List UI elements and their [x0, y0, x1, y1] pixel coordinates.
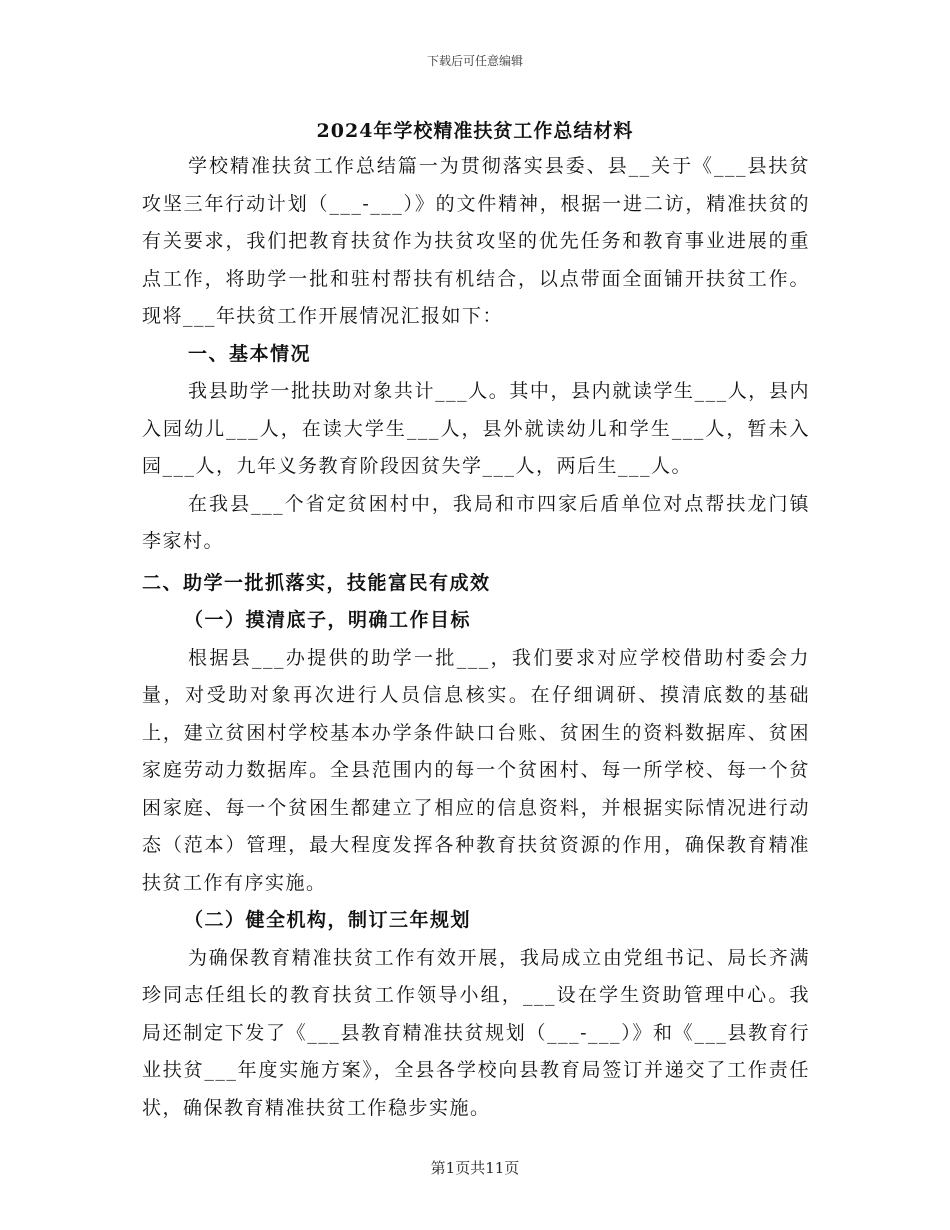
- paragraph-statistics: 我县助学一批扶助对象共计___人。其中，县内就读学生___人，县内入园幼儿___人，在读大学生___人，县外就读幼儿和学生___人，暂未入园___人，九年义务教育阶段因贫失学___人，两后生___人。: [142, 380, 810, 477]
- paragraph-intro: 学校精准扶贫工作总结篇一为贯彻落实县委、县__关于《___县扶贫攻坚三年行动计划（___-___）》的文件精神，根据一进二访，精准扶贫的有关要求，我们把教育扶贫作为扶贫攻坚的优先任务和教育事业进展的重点工作，将助学一批和驻村帮扶有机结合，以点带面全面铺开扶贫工作。现将___年扶贫工作开展情况汇报如下：: [142, 155, 810, 327]
- heading-basic-situation: 一、基本情况: [188, 342, 312, 365]
- paragraph-investigation: 根据县___办提供的助学一批___，我们要求对应学校借助村委会力量，对受助对象再次进行人员信息核实。在仔细调研、摸清底数的基础上，建立贫困村学校基本办学条件缺口台账、贫困生的资料数据库、贫困家庭劳动力数据库。全县范围内的每一个贫困村、每一所学校、每一个贫困家庭、每一个贫困生都建立了相应的信息资料，并根据实际情况进行动态（范本）管理，最大程度发挥各种教育扶贫资源的作用，确保教育精准扶贫工作有序实施。: [142, 646, 810, 894]
- paragraph-village: 在我县___个省定贫困村中，我局和市四家后盾单位对点帮扶龙门镇李家村。: [142, 492, 810, 552]
- document-title: 2024年学校精准扶贫工作总结材料: [316, 120, 634, 142]
- subheading-one: （一）摸清底子，明确工作目标: [184, 609, 472, 631]
- heading-section-two: 二、助学一批抓落实，技能富民有成效: [142, 571, 491, 594]
- page-footer: 第1页共11页: [430, 1159, 520, 1177]
- paragraph-organization: 为确保教育精准扶贫工作有效开展，我局成立由党组书记、局长齐满珍同志任组长的教育扶贫工作领导小组，___设在学生资助管理中心。我局还制定下发了《___县教育精准扶贫规划（___-___）》和《___县教育行业扶贫___年度实施方案》，全县各学校向县教育局签订并递交了工作责任状，确保教育精准扶贫工作稳步实施。: [142, 946, 810, 1119]
- page-header: 下载后可任意编辑: [426, 54, 523, 68]
- subheading-two: （二）健全机构，制订三年规划: [184, 909, 472, 931]
- document-body: [142, 148, 810, 1127]
